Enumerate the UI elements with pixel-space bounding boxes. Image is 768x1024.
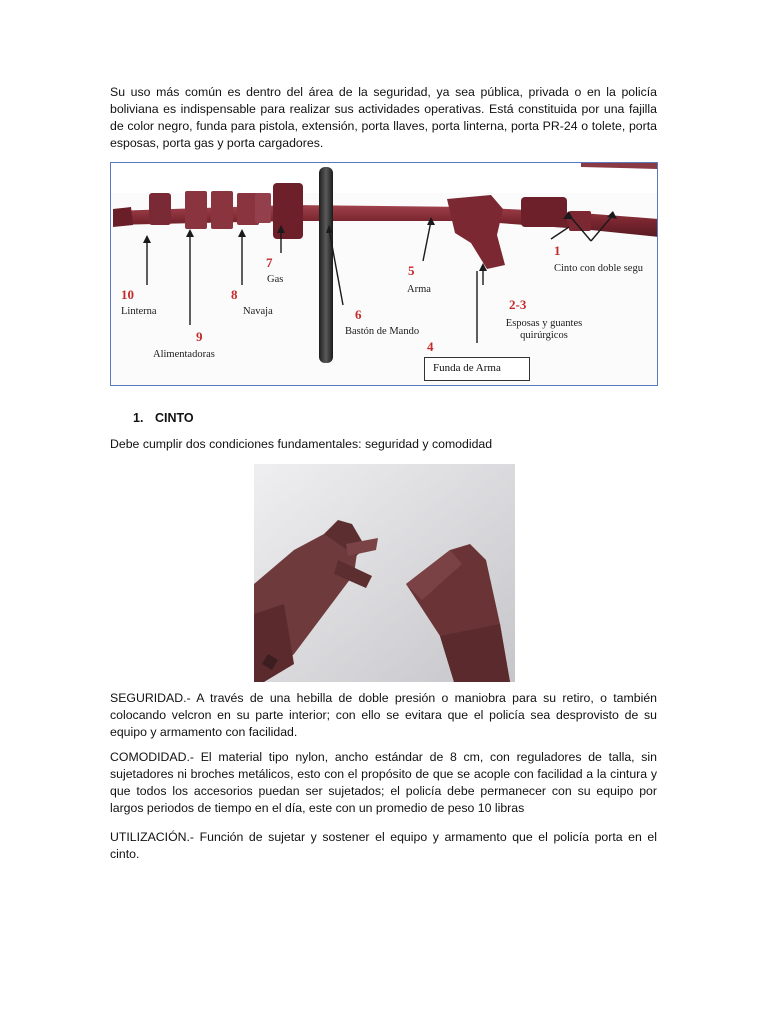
- conditions-text: Debe cumplir dos condiciones fundamentales: seguridad y comodidad: [110, 437, 493, 451]
- buckle-photo: [254, 464, 515, 682]
- label-alimentadoras: Alimentadoras: [153, 349, 215, 360]
- belt-figure: [110, 162, 658, 386]
- label-baston: Bastón de Mando: [345, 326, 420, 337]
- buckle-illustration: [254, 464, 515, 682]
- label-esposas: Esposas y guantes quirúrgicos: [505, 318, 583, 341]
- intro-paragraph: Su uso más común es dentro del área de la seguridad, ya sea pública, privada o en la policía boliviana es indispensable para realizar sus actividades operativas. Está constituida por una fajilla de color negro, funda para pistola, extensión, porta llaves, porta linterna, porta PR-24 o tolete, porta esposas, porta gas y porta cargadores.: [110, 85, 657, 150]
- label-funda: Funda de Arma: [424, 357, 530, 381]
- label-num-9: 9: [196, 329, 203, 344]
- label-num-10: 10: [121, 287, 134, 302]
- label-num-2-3: 2-3: [509, 297, 527, 312]
- comodidad-paragraph: COMODIDAD.- El material tipo nylon, ancho estándar de 8 cm, con reguladores de talla, sin sujetadores ni broches metálicos, esto con el propósito de que se acople con facilidad a la cintura y que todos los accesorios puedan ser sujetados; el policía debe permanecer con su equipo por largos periodos de tiempo en el día, este con un promedio de peso 10 libras: [110, 750, 657, 815]
- label-num-5: 5: [408, 263, 415, 278]
- section-title: CINTO: [155, 411, 194, 425]
- label-cinto: Cinto con doble segu: [554, 263, 643, 274]
- seguridad-paragraph: SEGURIDAD.- A través de una hebilla de doble presión o maniobra para su retiro, o también colocando velcron en su parte interior; con ello se evitara que el policía sea desprovisto de su equipo y armamento con facilidad.: [110, 691, 657, 739]
- label-arma: Arma: [407, 284, 431, 295]
- label-num-1: 1: [554, 243, 561, 258]
- label-num-6: 6: [355, 307, 362, 322]
- label-gas: Gas: [267, 274, 284, 285]
- label-linterna: Linterna: [121, 306, 157, 317]
- section-number: 1.: [133, 411, 144, 425]
- label-num-7: 7: [266, 255, 273, 270]
- label-num-4: 4: [427, 339, 434, 354]
- utilizacion-paragraph: UTILIZACIÓN.- Función de sujetar y sostener el equipo y armamento que el policía porta en el cinto.: [110, 830, 657, 861]
- label-num-8: 8: [231, 287, 238, 302]
- section-heading: [133, 411, 194, 425]
- label-navaja: Navaja: [243, 306, 273, 317]
